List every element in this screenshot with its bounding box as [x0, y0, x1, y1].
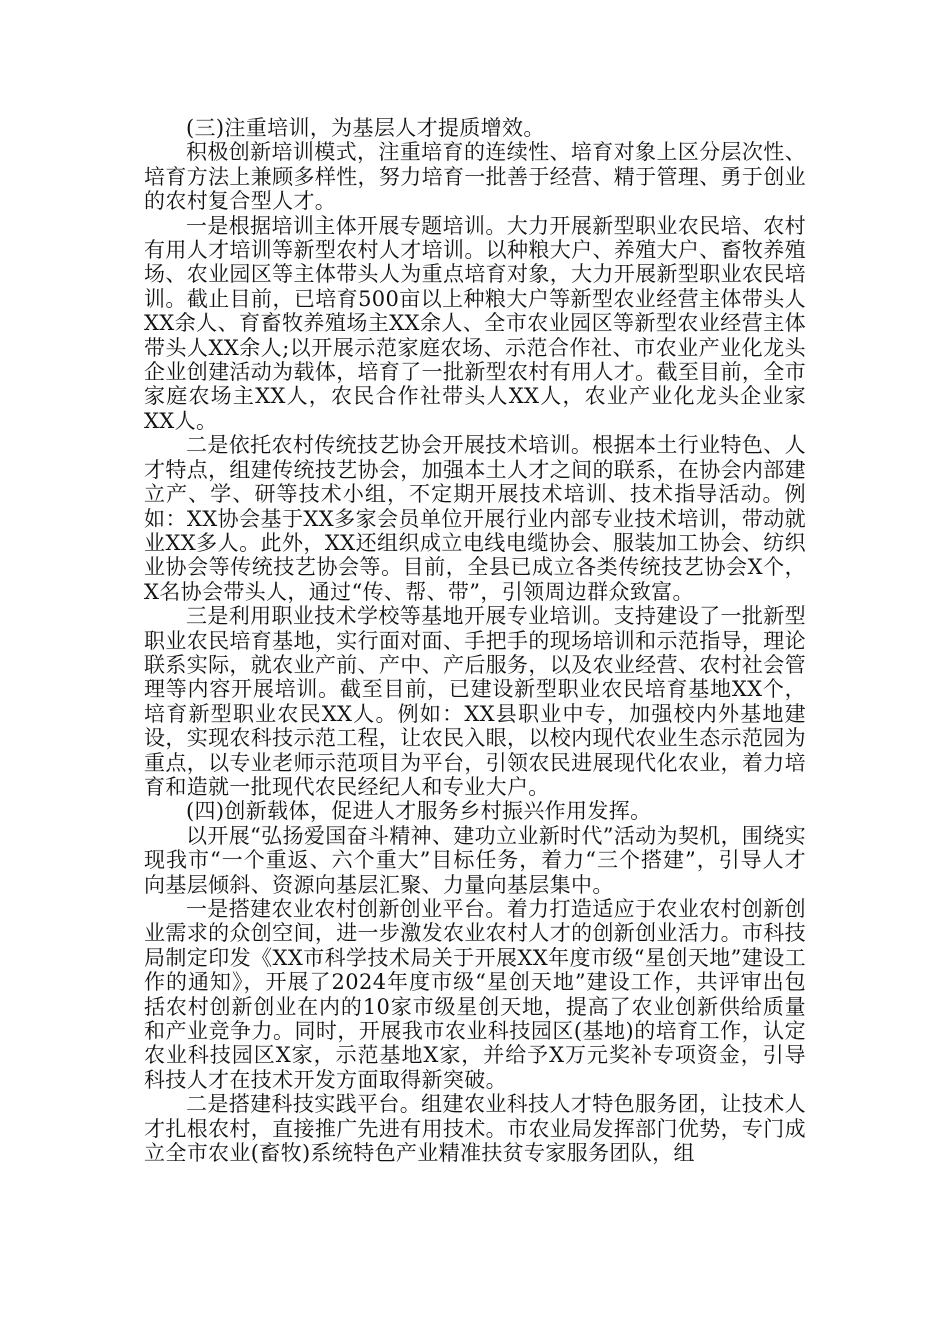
body-paragraph: 二是搭建科技实践平台。组建农业科技人才特色服务团，让技术人才扎根农村，直接推广先进有用技术。市农业局发挥部门优势，专门成立全市农业(畜牧)系统特色产业精准扶贫专家服务团队，组 — [144, 1092, 806, 1166]
section-heading-4: (四)创新载体，促进人才服务乡村振兴作用发挥。 — [186, 799, 652, 824]
section-heading-3: (三)注重培训，为基层人才提质增效。 — [186, 116, 545, 140]
document-body — [144, 116, 806, 1165]
body-paragraph: 积极创新培训模式，注重培育的连续性、培育对象上区分层次性、培育方法上兼顾多样性，努力培育一批善于经营、精于管理、勇于创业的农村复合型人才。 — [144, 140, 806, 214]
body-paragraph: 三是利用职业技术学校等基地开展专业培训。支持建设了一批新型职业农民培育基地，实行面对面、手把手的现场培训和示范指导，理论联系实际，就农业产前、产中、产后服务，以及农业经营、农村社会管理等内容开展培训。截至目前，已建设新型职业农民培育基地XX个，培育新型职业农民XX人。例如：XX县职业中专，加强校内外基地建设，实现农科技示范工程，让农民入眼，以校内现代农业生态示范园为重点，以专业老师示范项目为平台，引领农民进展现代化农业，着力培育和造就一批现代农民经纪人和专业大户。 — [144, 604, 806, 799]
body-paragraph: 以开展“弘扬爱国奋斗精神、建功立业新时代”活动为契机，围绕实现我市“一个重返、六个重大”目标任务，着力“三个搭建”，引导人才向基层倾斜、资源向基层汇聚、力量向基层集中。 — [144, 823, 806, 897]
body-paragraph: 一是根据培训主体开展专题培训。大力开展新型职业农民培、农村有用人才培训等新型农村人才培训。以种粮大户、养殖大户、畜牧养殖场、农业园区等主体带头人为重点培育对象，大力开展新型职业农民培训。截止目前，已培育500亩以上种粮大户等新型农业经营主体带头人XX余人、育畜牧养殖场主XX余人、全市农业园区等新型农业经营主体带头人XX余人;以开展示范家庭农场、示范合作社、市农业产业化龙头企业创建活动为载体，培育了一批新型农村有用人才。截至目前，全市家庭农场主XX人，农民合作社带头人XX人，农业产业化龙头企业家XX人。 — [144, 213, 806, 433]
body-paragraph: 一是搭建农业农村创新创业平台。着力打造适应于农业农村创新创业需求的众创空间，进一步激发农业农村人才的创新创业活力。市科技局制定印发《XX市科学技术局关于开展XX年度市级“星创天地”建设工作的通知》，开展了2024年度市级“星创天地”建设工作，共评审出包括农村创新创业在内的10家市级星创天地，提高了农业创新供给质量和产业竞争力。同时，开展我市农业科技园区(基地)的培育工作，认定农业科技园区X家，示范基地X家，并给予X万元奖补专项资金，引导科技人才在技术开发方面取得新突破。 — [144, 897, 806, 1092]
body-paragraph: 二是依托农村传统技艺协会开展技术培训。根据本土行业特色、人才特点，组建传统技艺协会，加强本土人才之间的联系，在协会内部建立产、学、研等技术小组，不定期开展技术培训、技术指导活动。例如：XX协会基于XX多家会员单位开展行业内部专业技术培训，带动就业XX多人。此外，XX还组织成立电线电缆协会、服装加工协会、纺织业协会等传统技艺协会等。目前，全县已成立各类传统技艺协会X个，X名协会带头人，通过“传、帮、带”，引领周边群众致富。 — [144, 433, 806, 604]
